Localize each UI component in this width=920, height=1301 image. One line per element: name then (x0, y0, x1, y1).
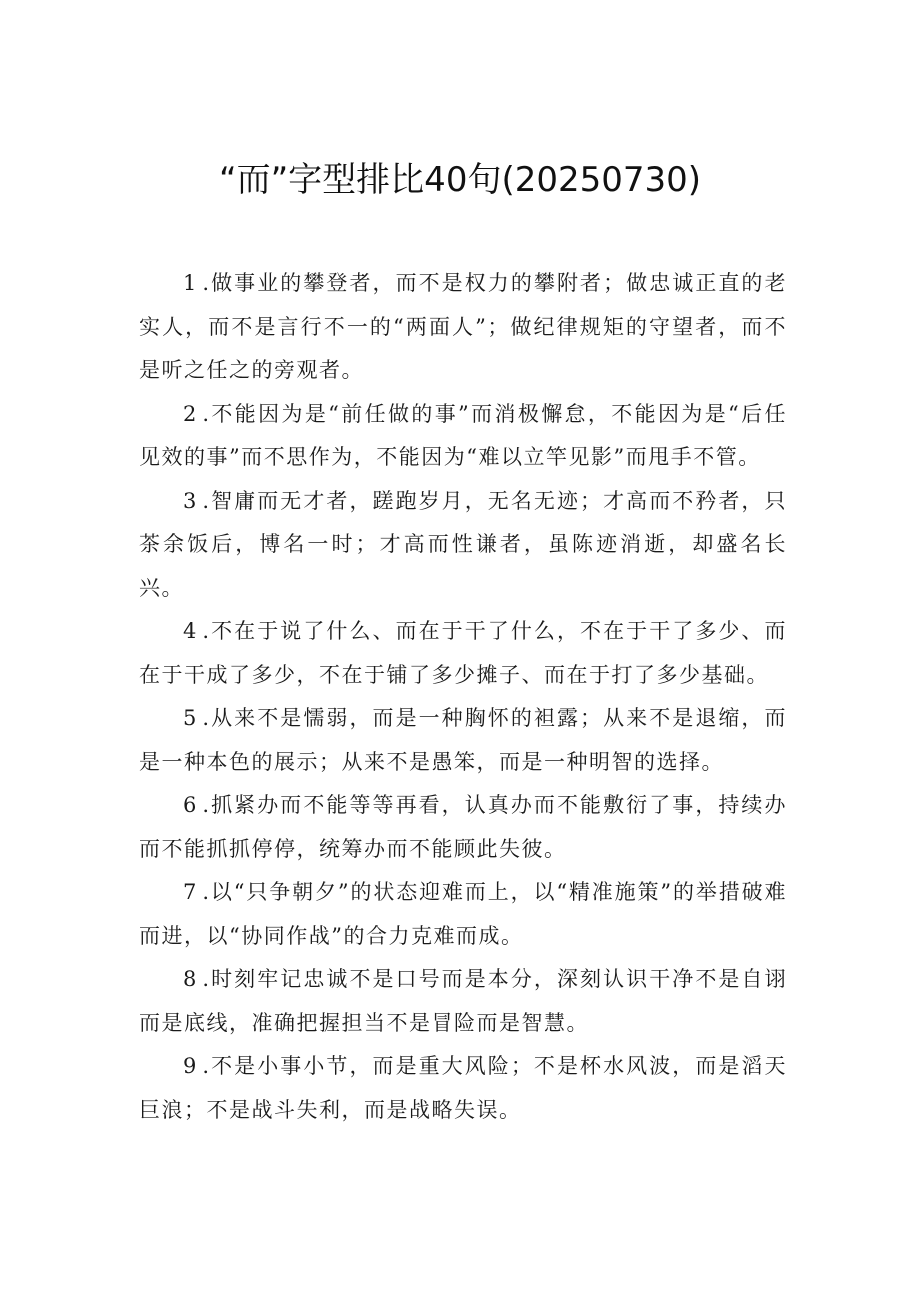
paragraph-text: .时刻牢记忠诚不是口号而是本分，深刻认识干净不是自诩而是底线，准确把握担当不是冒险而是智慧。 (139, 967, 787, 1035)
paragraph-2 (139, 393, 787, 480)
page-title: “而”字型排比40句(20250730) (218, 160, 702, 200)
paragraph-text: .从来不是懦弱，而是一种胸怀的袒露；从来不是退缩，而是一种本色的展示；从来不是愚笨，而是一种明智的选择。 (139, 706, 787, 774)
paragraph-number: 4 (183, 619, 203, 643)
paragraph-7 (139, 871, 787, 958)
paragraph-number: 5 (183, 706, 203, 730)
paragraph-3 (139, 480, 787, 611)
paragraph-number: 3 (183, 488, 203, 513)
paragraph-9 (139, 1045, 787, 1132)
paragraph-number: 8 (183, 967, 203, 991)
paragraph-text: .不在于说了什么、而在于干了什么，不在于干了多少、而在于干成了多少，不在于铺了多少摊子、而在于打了多少基础。 (139, 619, 787, 687)
paragraph-4 (139, 610, 787, 697)
paragraph-text: .做事业的攀登者，而不是权力的攀附者；做忠诚正直的老实人，而不是言行不一的“两面人”；做纪律规矩的守望者，而不是听之任之的旁观者。 (139, 271, 787, 382)
paragraph-text: .智庸而无才者，蹉跑岁月，无名无迹；才高而不矜者，只茶余饭后，博名一时；才高而性谦者，虽陈迹消逝，却盛名长兴。 (139, 488, 787, 600)
paragraph-5 (139, 697, 787, 784)
paragraph-1 (139, 262, 787, 393)
paragraph-number: 6 (183, 793, 203, 817)
paragraph-number: 9 (183, 1054, 203, 1078)
paragraph-text: .不是小事小节，而是重大风险；不是杯水风波，而是滔天巨浪；不是战斗失利，而是战略失误。 (139, 1054, 787, 1122)
paragraph-number: 1 (183, 271, 203, 295)
paragraph-text: .不能因为是“前任做的事”而消极懈怠，不能因为是“后任见效的事”而不思作为，不能因为“难以立竿见影”而甩手不管。 (139, 401, 787, 469)
document-body (139, 262, 787, 1132)
paragraph-6 (139, 784, 787, 871)
paragraph-number: 2 (183, 401, 203, 426)
paragraph-text: .以“只争朝夕”的状态迎难而上，以“精准施策”的举措破难而进，以“协同作战”的合力克难而成。 (139, 880, 787, 948)
paragraph-number: 7 (183, 880, 203, 904)
paragraph-text: .抓紧办而不能等等再看，认真办而不能敷衍了事，持续办而不能抓抓停停，统筹办而不能顾此失彼。 (139, 793, 787, 861)
paragraph-8 (139, 958, 787, 1045)
